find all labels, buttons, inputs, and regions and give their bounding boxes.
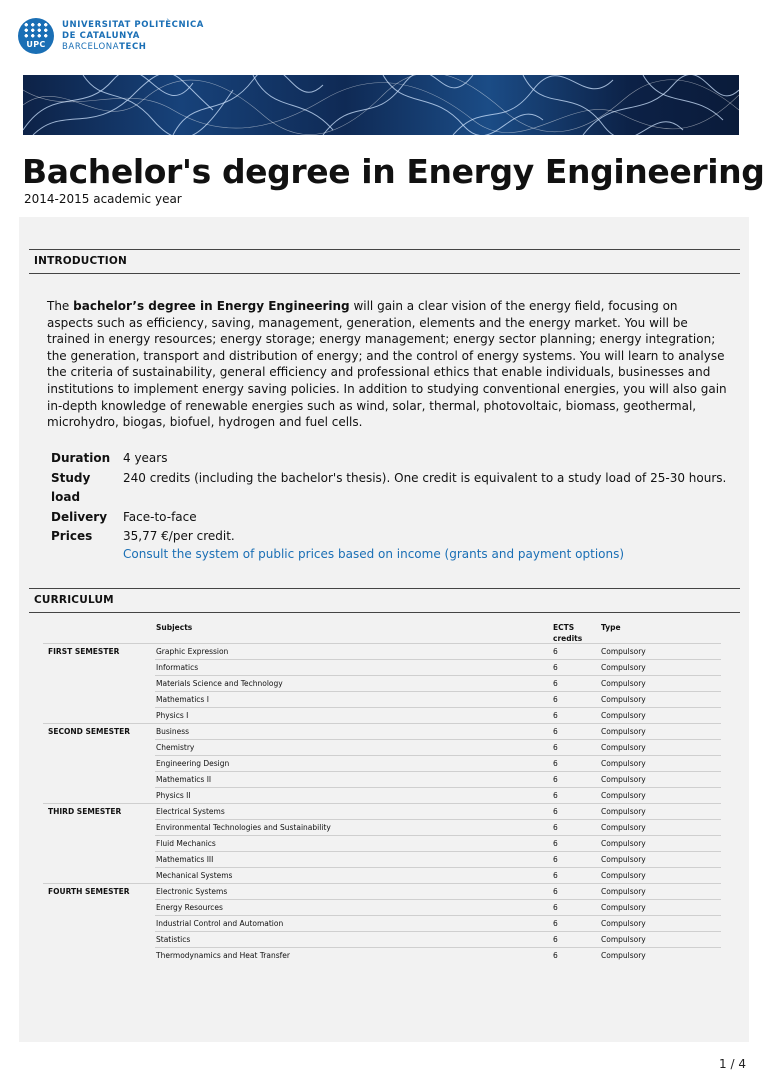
subject-ects: 6: [553, 868, 601, 884]
table-row: [43, 836, 721, 852]
table-row: [43, 724, 721, 740]
col-ects-line-2: credits: [553, 634, 583, 643]
curriculum-heading: CURRICULUM: [29, 588, 740, 613]
semester-blank: [43, 788, 155, 804]
col-subjects: Subjects: [156, 623, 193, 632]
curriculum-table: [43, 620, 721, 964]
subject-type: Compulsory: [601, 772, 721, 788]
subject-ects: 6: [553, 660, 601, 676]
semester-blank: [43, 692, 155, 708]
intro-lead: The: [47, 299, 74, 313]
table-row: [43, 676, 721, 692]
fact-study-load-label: Study load: [51, 470, 91, 504]
table-row: [43, 900, 721, 916]
subject-type: Compulsory: [601, 644, 721, 660]
col-ects: [553, 620, 601, 643]
subject-ects: 6: [553, 884, 601, 900]
subject-ects: 6: [553, 900, 601, 916]
curriculum-body: [43, 644, 721, 964]
curriculum-header-row: [43, 620, 721, 644]
semester-label: THIRD SEMESTER: [48, 807, 122, 816]
fact-prices: [51, 527, 741, 562]
table-row: [43, 868, 721, 884]
academic-year: 2014-2015 academic year: [24, 192, 182, 206]
semester-blank: [43, 948, 155, 964]
fact-prices-label: Prices: [51, 529, 93, 543]
subject-name: Thermodynamics and Heat Transfer: [156, 951, 290, 960]
subject-name: Mathematics III: [155, 852, 553, 868]
table-row: [43, 788, 721, 804]
table-row: [43, 756, 721, 772]
subject-type: Compulsory: [601, 740, 721, 756]
subject-ects: 6: [553, 804, 601, 820]
fact-prices-value: 35,77 €/per credit.: [123, 529, 235, 543]
subject-type: Compulsory: [601, 820, 721, 836]
subject-type: Compulsory: [601, 916, 721, 932]
table-row: [43, 884, 721, 900]
subject-ects: 6: [553, 676, 601, 692]
fact-delivery-label: Delivery: [51, 509, 108, 524]
university-logo: [18, 16, 204, 56]
subject-type: Compulsory: [601, 884, 721, 900]
semester-blank: [43, 868, 155, 884]
subject-type: Compulsory: [601, 660, 721, 676]
fact-duration: [51, 449, 741, 469]
semester-blank: [43, 676, 155, 692]
table-row: [43, 948, 721, 964]
subject-type: Compulsory: [601, 788, 721, 804]
introduction-heading: INTRODUCTION: [29, 249, 740, 274]
subject-ects: 6: [553, 756, 601, 772]
intro-body: will gain a clear vision of the energy field, focusing on aspects such as efficiency, saving, management, generation, elements and the energy market. You will be trained in energy resources; energy storage; energy management; energy sector planning; energy integration; the generation, transport and distribution of energy; and the control of energy systems. You will learn to analyse the criteria of sustainability, general efficiency and professional ethics that enable individuals, businesses and institutions to implement energy saving policies. In addition to studying conventional energies, you will also gain in-depth knowledge of renewable energies such as wind, solar, thermal, photovoltaic, biomass, geothermal, microhydro, biogas, biofuel, hydrogen and fuel cells.: [47, 299, 727, 430]
fact-study-load: [51, 469, 741, 508]
university-line-3-a: BARCELONA: [62, 41, 120, 52]
subject-ects: 6: [553, 708, 601, 724]
semester-blank: [43, 932, 155, 948]
subject-type: Compulsory: [601, 756, 721, 772]
table-row: [43, 932, 721, 948]
subject-type: Compulsory: [601, 932, 721, 948]
semester-blank: [43, 756, 155, 772]
subject-ects: 6: [553, 852, 601, 868]
fact-duration-label: Duration: [51, 451, 111, 465]
table-row: [43, 804, 721, 820]
subject-ects: 6: [553, 772, 601, 788]
table-row: [43, 740, 721, 756]
subject-type: Compulsory: [601, 900, 721, 916]
semester-blank: [43, 660, 155, 676]
subject-ects: 6: [553, 951, 558, 960]
degree-facts: [51, 449, 741, 562]
semester-blank: [43, 708, 155, 724]
subject-ects: 6: [553, 932, 601, 948]
subject-type: Compulsory: [601, 804, 721, 820]
subject-name: Engineering Design: [155, 756, 553, 772]
page-number: 1 / 4: [719, 1057, 746, 1071]
fact-delivery-value: Face-to-face: [123, 509, 197, 524]
subject-name: Electrical Systems: [155, 804, 553, 820]
subject-ects: 6: [553, 788, 601, 804]
subject-ects: 6: [553, 692, 601, 708]
semester-label: FIRST SEMESTER: [48, 647, 120, 656]
col-ects-line-1: ECTS: [553, 623, 575, 632]
page-title: Bachelor's degree in Energy Engineering: [22, 152, 765, 191]
subject-name: Chemistry: [155, 740, 553, 756]
subject-name: Mechanical Systems: [155, 868, 553, 884]
fact-delivery: [51, 508, 741, 528]
subject-name: Mathematics I: [155, 692, 553, 708]
subject-type: Compulsory: [601, 724, 721, 740]
subject-ects: 6: [553, 916, 601, 932]
table-row: [43, 820, 721, 836]
table-row: [43, 772, 721, 788]
university-name: [62, 20, 204, 53]
semester-blank: [43, 740, 155, 756]
intro-bold: bachelor’s degree in Energy Engineering: [73, 299, 350, 313]
subject-ects: 6: [553, 820, 601, 836]
subject-type: Compulsory: [601, 708, 721, 724]
table-row: [43, 692, 721, 708]
subject-name: Informatics: [155, 660, 553, 676]
subject-name: Fluid Mechanics: [155, 836, 553, 852]
subject-name: Materials Science and Technology: [155, 676, 553, 692]
subject-name: Electronic Systems: [155, 884, 553, 900]
fact-duration-value: 4 years: [123, 451, 168, 465]
public-prices-link[interactable]: Consult the system of public prices based on income (grants and payment options): [123, 546, 625, 561]
subject-ects: 6: [553, 836, 601, 852]
subject-name: Business: [155, 724, 553, 740]
semester-blank: [43, 852, 155, 868]
subject-name: Graphic Expression: [155, 644, 553, 660]
subject-name: Physics I: [155, 708, 553, 724]
semester-blank: [43, 916, 155, 932]
subject-type: Compulsory: [601, 676, 721, 692]
semester-blank: [43, 820, 155, 836]
logo-mark-text: UPC: [26, 40, 46, 49]
university-line-1: UNIVERSITAT POLITÈCNICA: [62, 19, 204, 30]
subject-type: Compulsory: [601, 951, 646, 960]
subject-type: Compulsory: [601, 692, 721, 708]
subject-name: Environmental Technologies and Sustainability: [155, 820, 553, 836]
table-row: [43, 916, 721, 932]
subject-ects: 6: [553, 724, 601, 740]
subject-name: Physics II: [155, 788, 553, 804]
subject-ects: 6: [553, 740, 601, 756]
subject-type: Compulsory: [601, 852, 721, 868]
university-line-3-b: TECH: [119, 41, 147, 52]
table-row: [43, 644, 721, 660]
semester-blank: [43, 900, 155, 916]
semester-label: FOURTH SEMESTER: [48, 887, 130, 896]
fact-study-load-value: 240 credits (including the bachelor's thesis). One credit is equivalent to a study load of 25-30 hours.: [123, 470, 727, 485]
subject-ects: 6: [553, 644, 601, 660]
subject-type: Compulsory: [601, 836, 721, 852]
table-row: [43, 660, 721, 676]
upc-logo-icon: [18, 18, 54, 54]
introduction-text: [47, 298, 727, 431]
university-line-2: DE CATALUNYA: [62, 30, 140, 41]
header-banner-image: [23, 75, 739, 135]
university-line-3: [62, 42, 204, 53]
col-type: Type: [601, 623, 621, 632]
semester-blank: [43, 836, 155, 852]
table-row: [43, 852, 721, 868]
semester-label: SECOND SEMESTER: [48, 727, 131, 736]
subject-name: Energy Resources: [155, 900, 553, 916]
subject-name: Industrial Control and Automation: [155, 916, 553, 932]
subject-type: Compulsory: [601, 868, 721, 884]
subject-name: Statistics: [155, 932, 553, 948]
subject-name: Mathematics II: [155, 772, 553, 788]
semester-blank: [43, 772, 155, 788]
table-row: [43, 708, 721, 724]
